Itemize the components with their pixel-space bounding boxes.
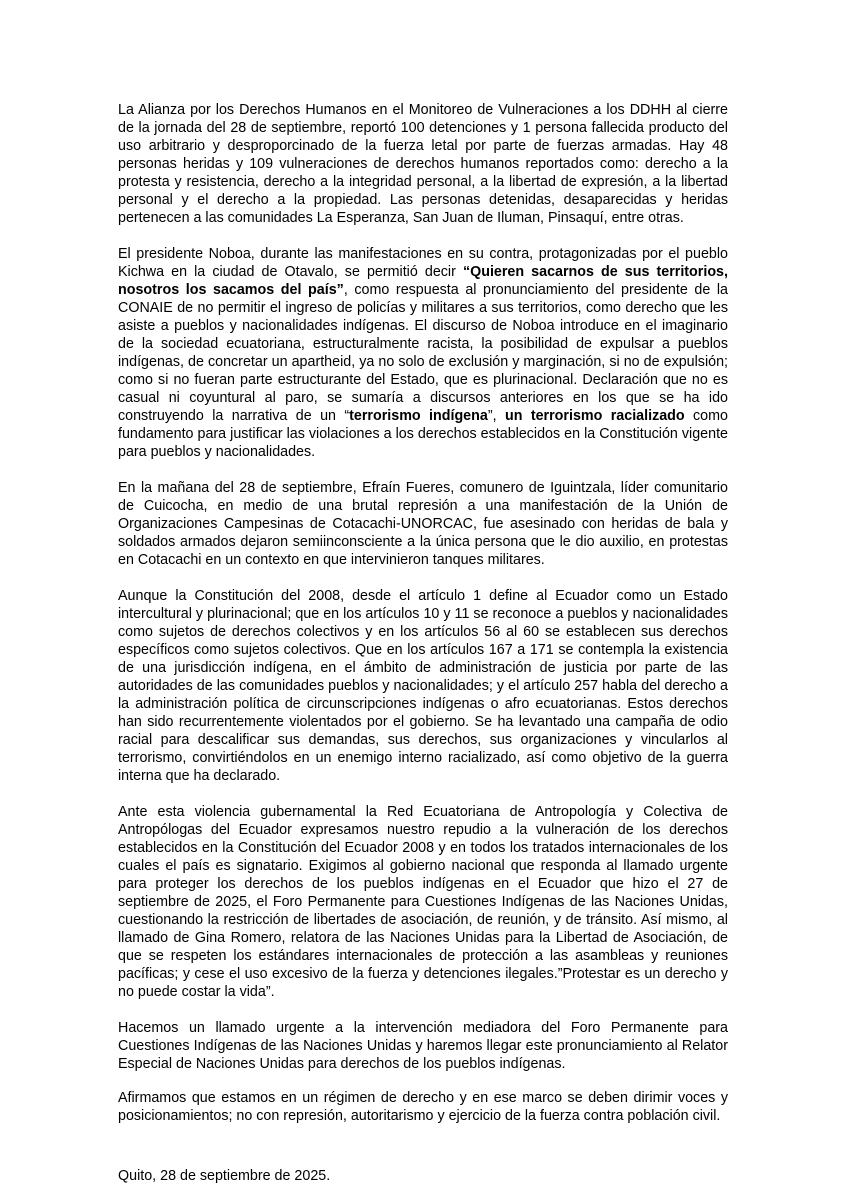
- paragraph-affirmation: Afirmamos que estamos en un régimen de derecho y en ese marco se deben dirimir voces y posicionamientos; no con represión, autoritarismo y ejercicio de la fuerza contra población civil.: [118, 1090, 728, 1124]
- paragraph-alliance-report: La Alianza por los Derechos Humanos en el Monitoreo de Vulneraciones a los DDHH al cierre de la jornada del 28 de septiembre, reportó 100 detenciones y 1 persona fallecida producto del uso arbitrario y desproporcinado de la fuerza letal por parte de fuerzas armadas. Hay 48 personas heridas y 109 vulneraciones de derechos humanos reportados como: derecho a la protesta y resistencia, derecho a la integridad personal, a la libertad de expresión, a la libertad personal y el derecho a la propiedad. Las personas detenidas, desaparecidas y heridas pertenecen a las comunidades La Esperanza, San Juan de Iluman, Pinsaquí, entre otras.: [118, 102, 728, 226]
- closing-place-date: Quito, 28 de septiembre de 2025.: [118, 1168, 331, 1184]
- paragraph-urgent-call: Hacemos un llamado urgente a la intervención mediadora del Foro Permanente para Cuestiones Indígenas de las Naciones Unidas y haremos llegar este pronunciamiento al Relator Especial de Naciones Unidas para derechos de los pueblos indígenas.: [118, 1020, 728, 1072]
- text-segment: El presidente Noboa, durante las manifestaciones en su contra, protagonizadas por el pueblo Kichwa en la ciudad de Otavalo, se permitió decir: [118, 246, 728, 280]
- paragraph-constitution: Aunque la Constitución del 2008, desde el artículo 1 define al Ecuador como un Estado intercultural y plurinacional; que en los artículos 10 y 11 se reconoce a pueblos y nacionalidades como sujetos de derechos colectivos y en los artículos 56 al 60 se establecen sus derechos específicos como sujetos colectivos. Que en los artículos 167 a 171 se contempla la existencia de una jurisdicción indígena, en el ámbito de administración de justicia por parte de las autoridades de las comunidades pueblos y nacionalidades; y el artículo 257 habla del derecho a la administración política de circunscripciones indígenas o afro ecuatorianas. Estos derechos han sido recurrentemente violentados por el gobierno. Se ha levantado una campaña de odio racial para descalificar sus demandas, sus derechos, sus organizaciones y vincularlos al terrorismo, convirtiéndolos en un enemigo interno racializado, así como objetivo de la guerra interna que ha declarado.: [118, 588, 728, 784]
- bold-quote: “Quieren sacarnos de sus territorios, nosotros los sacamos del país”: [118, 264, 728, 298]
- document-body: [118, 101, 728, 1185]
- bold-phrase: un terrorismo racializado: [504, 408, 685, 424]
- paragraph-repudiation: Ante esta violencia gubernamental la Red Ecuatoriana de Antropología y Colectiva de Antropólogas del Ecuador expresamos nuestro repudio a la vulneración de los derechos establecidos en la Constitución del Ecuador 2008 y en todos los tratados internacionales de los cuales el país es signatario. Exigimos al gobierno nacional que responda al llamado urgente para proteger los derechos de los pueblos indígenas en el Ecuador que hizo el 27 de septiembre de 2025, el Foro Permanente para Cuestiones Indígenas de las Naciones Unidas, cuestionando la restricción de libertades de asociación, de reunión, y de tránsito. Así mismo, al llamado de Gina Romero, relatora de las Naciones Unidas para la Libertad de Asociación, de que se respeten los estándares internacionales de protección a las asambleas y reuniones pacíficas; y cese el uso excesivo de la fuerza y detenciones ilegales.”Protestar es un derecho y no puede costar la vida”.: [118, 804, 728, 1000]
- paragraph-efrain-fueres: En la mañana del 28 de septiembre, Efraín Fueres, comunero de Iguintzala, líder comunitario de Cuicocha, en medio de una brutal represión a una manifestación de la Unión de Organizaciones Campesinas de Cotacachi-UNORCAC, fue asesinado con heridas de bala y soldados armados dejaron semiinconsciente a la única persona que le dio auxilio, en protestas en Cotacachi en un contexto en que intervinieron tanques militares.: [118, 480, 728, 568]
- paragraph-noboa-statement: [118, 245, 728, 461]
- text-segment: como fundamento para justificar las violaciones a los derechos establecidos en la Constitución vigente para pueblos y nacionalidades.: [118, 408, 728, 460]
- bold-phrase: terrorismo indígena: [349, 408, 488, 424]
- text-segment: , como respuesta al pronunciamiento del presidente de la CONAIE de no permitir el ingreso de policías y militares a sus territorios, como derecho que les asiste a pueblos y nacionalidades indígenas. El discurso de Noboa introduce en el imaginario de la sociedad ecuatoriana, estructuralmente racista, la posibilidad de expulsar a pueblos indígenas, de concretar un apartheid, ya no solo de exclusión y marginación, si no de expulsión; como si no fueran parte estructurante del Estado, que es plurinacional. Declaración que no es casual ni coyuntural al paro, se sumaría a discursos anteriores en los que se ha ido construyendo la narrativa de un “: [118, 282, 728, 424]
- text-segment: ”,: [487, 408, 505, 424]
